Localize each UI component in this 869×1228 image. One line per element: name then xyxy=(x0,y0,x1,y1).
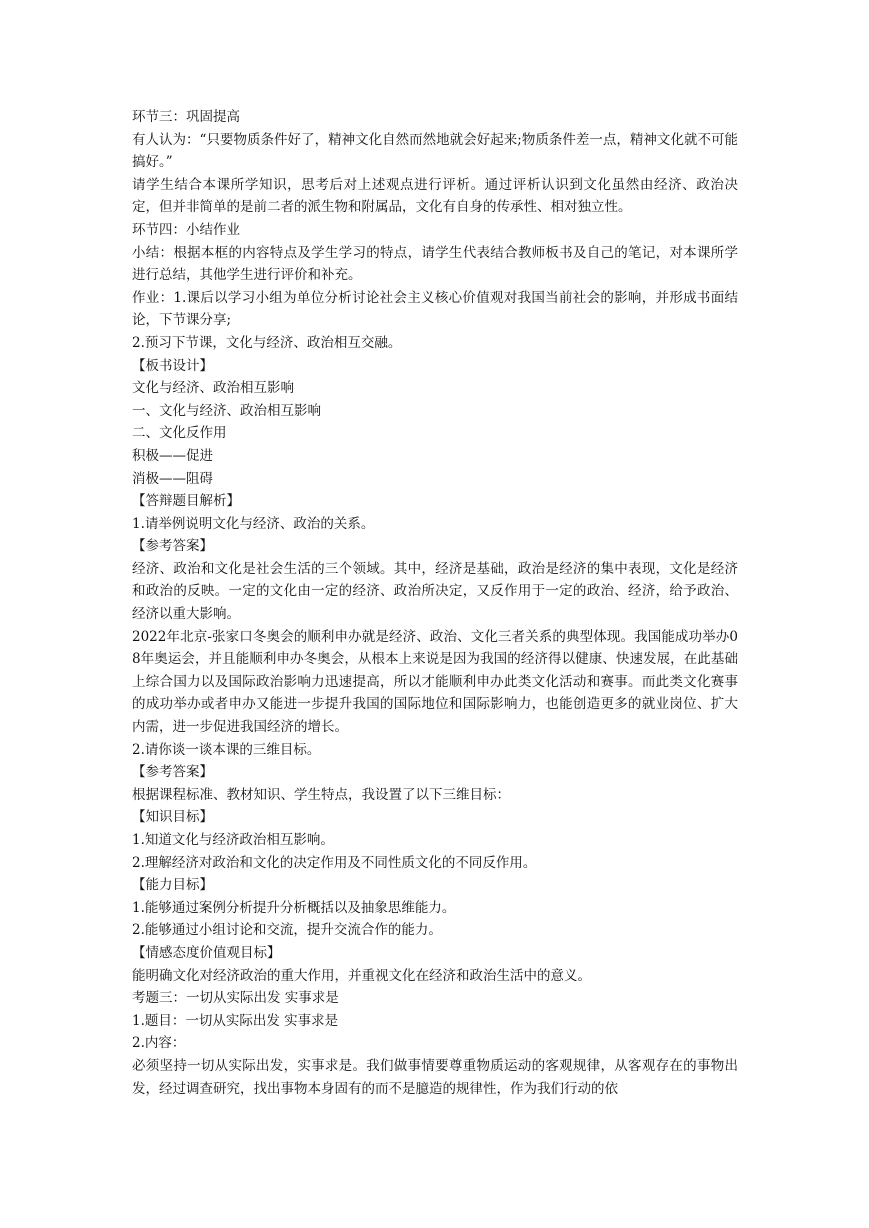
heading-knowledge-goals: 【知识目标】 xyxy=(132,809,213,826)
paragraph-homework-2: 2.预习下节课，文化与经济、政治相互交融。 xyxy=(132,334,402,351)
paragraph-summary: 小结：根据本框的内容特点及学生学习的特点，请学生代表结合教师板书及自己的笔记，对本课所学进行总结，其他学生进行评价和补充。 xyxy=(132,244,738,284)
emotion-goal: 能明确文化对经济政治的重大作用，并重视文化在经济和政治生活中的意义。 xyxy=(132,967,591,984)
board-title: 文化与经济、政治相互影响 xyxy=(132,380,294,397)
ability-goal-1: 1.能够通过案例分析提升分析概括以及抽象思维能力。 xyxy=(132,899,456,916)
heading-reference-answer-2: 【参考答案】 xyxy=(132,764,213,781)
section-heading-4: 环节四：小结作业 xyxy=(132,221,240,238)
question-2: 2.请你谈一谈本课的三维目标。 xyxy=(132,741,321,758)
heading-emotion-goals: 【情感态度价值观目标】 xyxy=(132,944,281,961)
board-item-positive: 积极——促进 xyxy=(132,447,213,464)
answer-1-paragraph-2: 2022年北京-张家口冬奥会的顺利申办就是经济、政治、文化三者关系的典型体现。我国能成功举办08年奥运会，并且能顺利申办冬奥会，从根本上来说是因为我国的经济得以健康、快速发展，在此基础上综合国力以及国际政治影响力迅速提高，所以才能顺利申办此类文化活动和赛事。而此类文化赛事的成功举办或者申办又能进一步提升我国的国际地位和国际影响力，也能创造更多的就业岗位、扩大内需，进一步促进我国经济的增长。 xyxy=(132,628,738,736)
answer-2-intro: 根据课程标准、教材知识、学生特点，我设置了以下三维目标： xyxy=(132,786,510,803)
paragraph-analysis: 请学生结合本课所学知识，思考后对上述观点进行评析。通过评析认识到文化虽然由经济、政治决定，但并非简单的是前二者的派生物和附属品，文化有自身的传承性、相对独立性。 xyxy=(132,176,738,216)
board-item-negative: 消极——阻碍 xyxy=(132,470,213,487)
section-heading-3: 环节三：巩固提高 xyxy=(132,109,240,125)
paragraph-quote: 有人认为：“只要物质条件好了，精神文化自然而然地就会好起来;物质条件差一点，精神文化就不可能搞好。” xyxy=(132,131,738,171)
knowledge-goal-1: 1.知道文化与经济政治相互影响。 xyxy=(132,832,334,848)
ability-goal-2: 2.能够通过小组讨论和交流，提升交流合作的能力。 xyxy=(132,922,442,939)
answer-1-paragraph-1: 经济、政治和文化是社会生活的三个领域。其中，经济是基础，政治是经济的集中表现，文化是经济和政治的反映。一定的文化由一定的经济、政治所决定，又反作用于一定的政治、经济，给予政治、经济以重大影响。 xyxy=(132,560,738,623)
exam-topic-3-heading: 考题三：一切从实际出发 实事求是 xyxy=(132,990,339,1007)
exam-topic-3-title: 1.题目：一切从实际出发 实事求是 xyxy=(132,1012,339,1029)
heading-ability-goals: 【能力目标】 xyxy=(132,877,213,894)
knowledge-goal-2: 2.理解经济对政治和文化的决定作用及不同性质文化的不同反作用。 xyxy=(132,854,537,871)
board-item-1: 一、文化与经济、政治相互影响 xyxy=(132,402,321,419)
exam-topic-3-content: 必须坚持一切从实际出发，实事求是。我们做事情要尊重物质运动的客观规律，从客观存在的事物出发，经过调查研究，找出事物本身固有的而不是臆造的规律性，作为我们行动的依 xyxy=(132,1057,738,1097)
question-1: 1.请举例说明文化与经济、政治的关系。 xyxy=(132,515,375,532)
document-page xyxy=(132,106,738,1100)
heading-board-design: 【板书设计】 xyxy=(132,357,213,374)
heading-reference-answer-1: 【参考答案】 xyxy=(132,538,213,555)
exam-topic-3-content-label: 2.内容： xyxy=(132,1035,186,1052)
paragraph-homework-1: 作业：1.课后以学习小组为单位分析讨论社会主义核心价值观对我国当前社会的影响，并形成书面结论，下节课分享; xyxy=(132,289,738,329)
board-item-2: 二、文化反作用 xyxy=(132,425,227,442)
heading-defense-analysis: 【答辩题目解析】 xyxy=(132,493,240,510)
